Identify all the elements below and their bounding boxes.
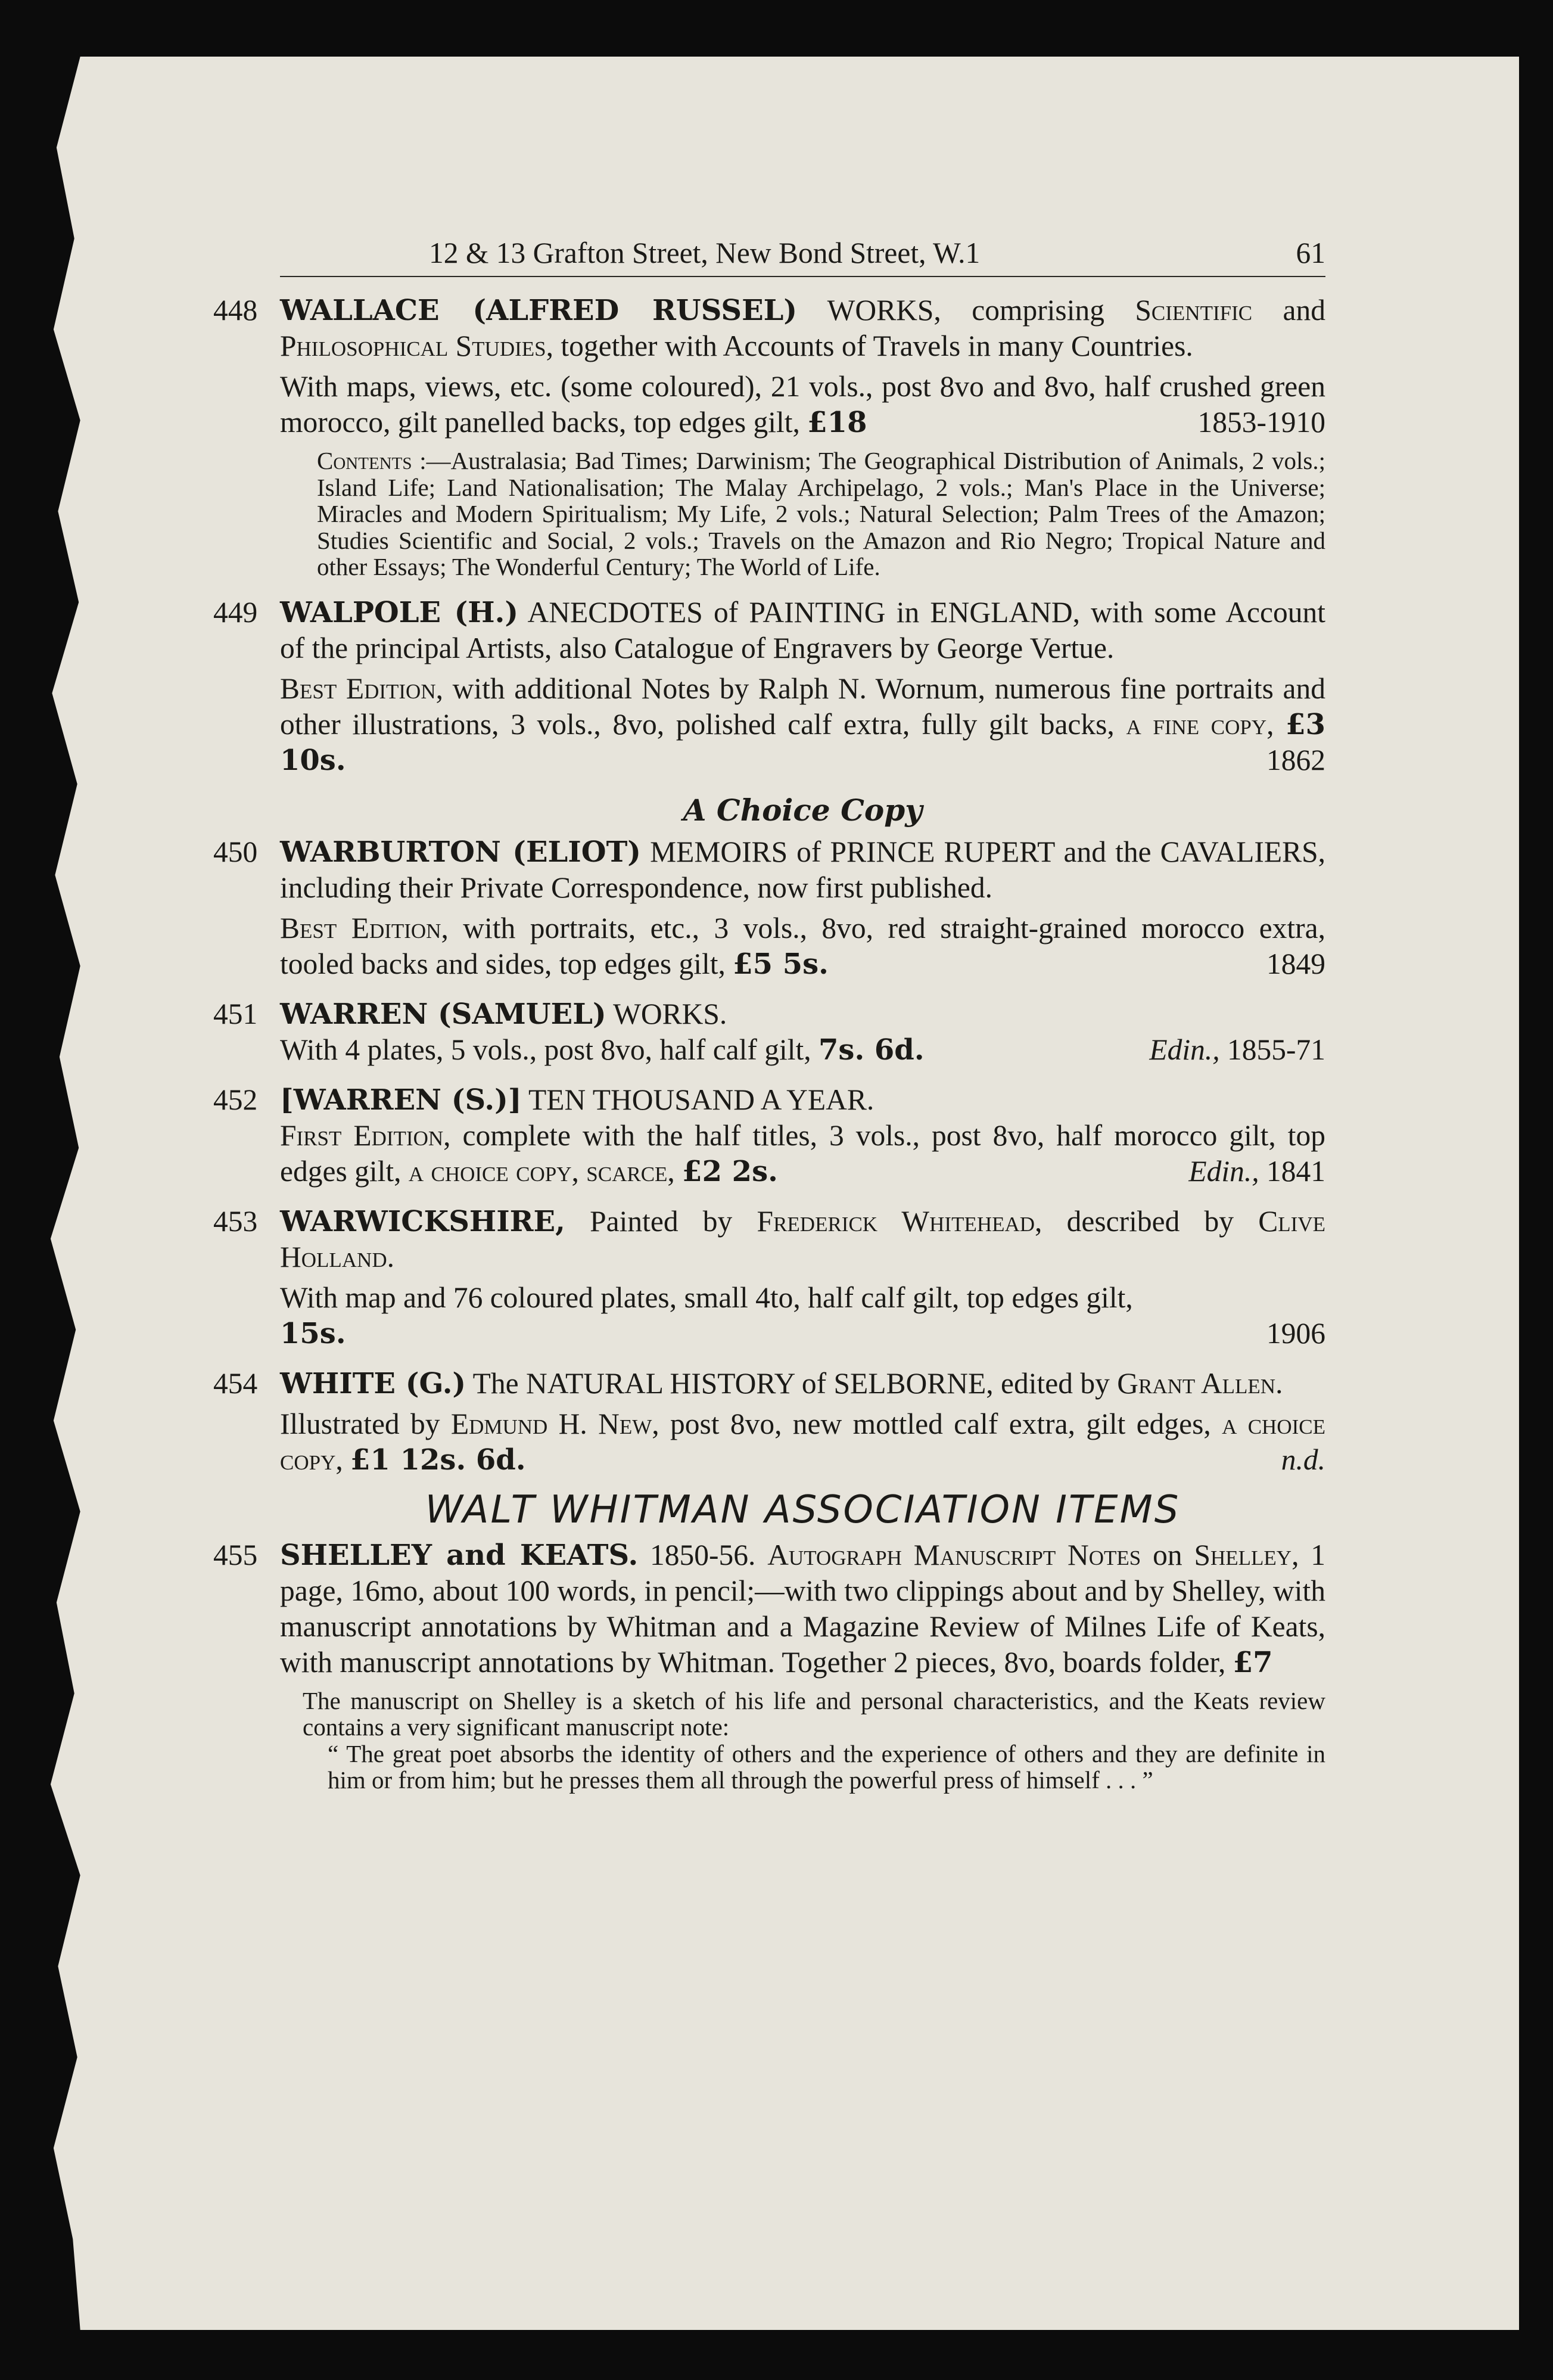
price: £2 2s. bbox=[682, 1154, 778, 1188]
catalogue-entry-454 bbox=[213, 1366, 1325, 1478]
date: 1862 bbox=[1266, 743, 1325, 776]
author-name: WALLACE (ALFRED RUSSEL) bbox=[280, 294, 798, 327]
author-name: SHELLEY and KEATS. bbox=[280, 1538, 639, 1572]
price: £1 12s. 6d. bbox=[350, 1443, 526, 1477]
lot-number: 454 bbox=[213, 1366, 258, 1400]
date: n.d. bbox=[1281, 1443, 1325, 1476]
place: Edin., bbox=[1149, 1033, 1220, 1066]
entry-note: The manuscript on Shelley is a sketch of his life and personal characteristics, and the Keats review contains a very significant manuscript note: bbox=[303, 1686, 1325, 1741]
date: 1853-1910 bbox=[1197, 406, 1325, 439]
catalogue-entry-451 bbox=[213, 996, 1325, 1068]
price: £18 bbox=[807, 406, 867, 439]
author-name: WARWICKSHIRE, bbox=[280, 1204, 565, 1238]
lot-number: 449 bbox=[213, 595, 258, 629]
date: 1855-71 bbox=[1227, 1033, 1325, 1066]
entry-title: [WARREN (S.)] TEN THOUSAND A YEAR. bbox=[280, 1083, 874, 1117]
page-content bbox=[213, 235, 1326, 1808]
entry-title: WARREN (SAMUEL) WORKS. bbox=[280, 997, 727, 1031]
contents-note: Contents :—Australasia; Bad Times; Darwinism; The Geographical Distribution of Animals, 2 vols.; Island Life; Land Nationalisation; The Malay Archipelago, 2 vols.; Man's Place in the Universe; Miracles and Modern Spiritualism; My Life, 2 vols.; Natural Selection; Palm Trees of the Amazon; Studies Scientific and Social, 2 vols.; Travels on the Amazon and Rio Negro; Tropical Nature and other Essays; The Wonderful Century; The World of Life. bbox=[317, 447, 1325, 580]
price: 15s. bbox=[280, 1316, 346, 1350]
date: 1906 bbox=[1266, 1316, 1325, 1350]
lot-number: 448 bbox=[213, 294, 258, 327]
date: 1841 bbox=[1266, 1154, 1325, 1188]
whitman-section-heading: WALT WHITMAN ASSOCIATION ITEMS bbox=[425, 1487, 1181, 1532]
entry-description: First Edition, complete with the half titles, 3 vols., post 8vo, half morocco gilt, top edges gilt, a choice copy, scarce, £2 2s. Edin., 1841 bbox=[280, 1118, 1325, 1188]
author-name: WHITE (G.) bbox=[280, 1366, 466, 1400]
price: £3 10s. bbox=[280, 707, 1325, 777]
catalogue-entry-448 bbox=[213, 293, 1325, 580]
whitman-quote: “ The great poet absorbs the identity of others and the experience of others and they are definite in him or from him; but he presses them all through the powerful press of himself . . . ” bbox=[328, 1739, 1325, 1794]
entry-description: With map and 76 coloured plates, small 4to, half calf gilt, top edges gilt, 15s. 1906 bbox=[280, 1281, 1325, 1350]
catalogue-entry-453 bbox=[213, 1204, 1325, 1351]
entry-description: With 4 plates, 5 vols., post 8vo, half calf gilt, 7s. 6d. Edin., 1855-71 bbox=[280, 1033, 1325, 1067]
entry-description: Best Edition, with portraits, etc., 3 vols., 8vo, red straight-grained morocco extra, tooled backs and sides, top edges gilt, £5 5s. 1849 bbox=[280, 911, 1325, 981]
author-name: WARBURTON (ELIOT) bbox=[280, 835, 641, 869]
catalogue-entry-452 bbox=[213, 1082, 1325, 1189]
entry-title: WHITE (G.) The NATURAL HISTORY of SELBORNE, edited by Grant Allen. bbox=[280, 1366, 1283, 1400]
lot-number: 455 bbox=[213, 1538, 258, 1571]
lot-number: 450 bbox=[213, 835, 258, 868]
entry-title: WARWICKSHIRE, Painted by Frederick Whitehead, described by Clive Holland. bbox=[280, 1204, 1325, 1273]
price: 7s. 6d. bbox=[818, 1033, 925, 1067]
header-address: 12 & 13 Grafton Street, New Bond Street, W.1 bbox=[429, 237, 981, 269]
date: 1849 bbox=[1266, 947, 1325, 980]
catalogue-entry-450 bbox=[213, 834, 1325, 982]
entry-title: SHELLEY and KEATS. 1850-56. Autograph Manuscript Notes on Shelley, 1 page, 16mo, about 100 words, in pencil;—with two clippings about and by Shelley, with manuscript annotations by Whitman and a Magazine Review of Milnes Life of Keats, with manuscript annotations by Whitman. Together 2 pieces, 8vo, boards folder, £7 bbox=[280, 1538, 1326, 1679]
author-name: WALPOLE (H.) bbox=[280, 595, 519, 629]
page-header bbox=[280, 235, 1325, 277]
entry-title: WARBURTON (ELIOT) MEMOIRS of PRINCE RUPERT and the CAVALIERS, including their Private Correspondence, now first published. bbox=[280, 835, 1325, 904]
entry-title: WALPOLE (H.) ANECDOTES of PAINTING in ENGLAND, with some Account of the principal Artists, also Catalogue of Engravers by George Vertue. bbox=[280, 595, 1325, 664]
price: £7 bbox=[1233, 1645, 1273, 1679]
choice-copy-heading: A Choice Copy bbox=[683, 792, 923, 828]
entry-description: Best Edition, with additional Notes by Ralph N. Wornum, numerous fine portraits and other illustrations, 3 vols., 8vo, polished calf extra, fully gilt backs, a fine copy, £3 10s. 1862 bbox=[280, 672, 1325, 777]
author-name: [WARREN (S.)] bbox=[280, 1083, 522, 1117]
lot-number: 453 bbox=[213, 1204, 258, 1238]
catalogue-entry-455 bbox=[213, 1537, 1326, 1794]
entry-description: With maps, views, etc. (some coloured), 21 vols., post 8vo and 8vo, half crushed green morocco, gilt panelled backs, top edges gilt, £18 1853-1910 bbox=[280, 370, 1325, 439]
page-number: 61 bbox=[1296, 237, 1325, 269]
place: Edin., bbox=[1188, 1154, 1259, 1188]
lot-number: 452 bbox=[213, 1083, 258, 1116]
entry-description: Illustrated by Edmund H. New, post 8vo, new mottled calf extra, gilt edges, a choice copy, £1 12s. 6d. n.d. bbox=[280, 1407, 1325, 1477]
author-name: WARREN (SAMUEL) bbox=[280, 997, 606, 1031]
price: £5 5s. bbox=[733, 947, 829, 981]
lot-number: 451 bbox=[213, 997, 258, 1030]
catalogue-entry-449 bbox=[213, 595, 1325, 778]
entry-title: WALLACE (ALFRED RUSSEL) WORKS, comprising Scientific and Philosophical Studies, together with Accounts of Travels in many Countries. bbox=[280, 294, 1325, 362]
